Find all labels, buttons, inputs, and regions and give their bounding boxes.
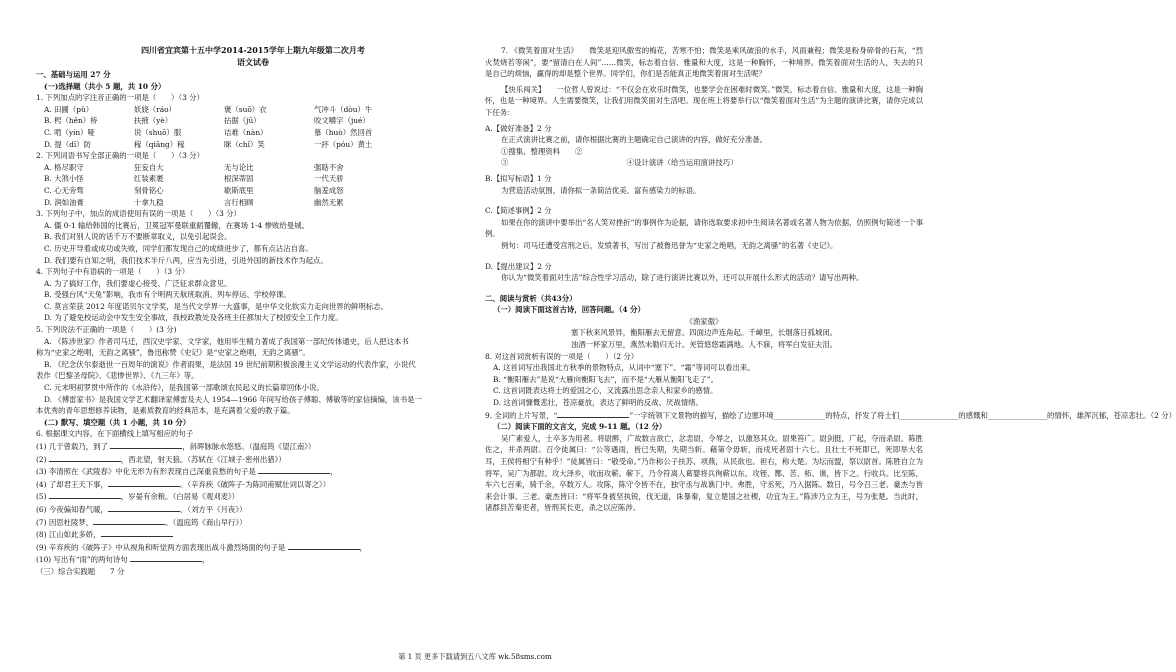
option-line: B. 受强台风“天兔”影响，我市有个明两天航班取消、列车停运、学校停课。 (44, 290, 291, 300)
option-item: 妖娆（ráo） (134, 104, 176, 114)
option-row (36, 185, 470, 197)
answer-blank[interactable] (288, 541, 360, 550)
blank-prefix: (9) 辛弃疾的《破阵子》中从视角和听觉两方面表现出战斗激烈场面的句子是 (36, 542, 288, 552)
blank-suffix: 。（温庭筠《商山早行》） (165, 517, 247, 527)
option-item: 红装素裹 (134, 174, 164, 184)
option-item: 十拿九稳 (134, 197, 164, 207)
task-line: ①搜集、整理资料 ② (501, 146, 583, 156)
option-row (36, 104, 470, 116)
text-line: 称为“史家之绝唱，无韵之离骚”，鲁迅称赞《史记》是“史家之绝唱，无韵之离骚”。 (36, 348, 310, 358)
option-line: B. 《纪念伏尔泰逝世一百周年的演说》作者雨果，是法国 19 世纪前期积极浪漫主义文学运动的代表作家，小说代 (44, 359, 416, 369)
task-line: 在正式演讲比赛之前，请你根据比赛的主题确定自己演讲的内容，做好充分准备。 (501, 135, 768, 145)
answer-blank[interactable] (93, 516, 165, 525)
page-subtitle: 语文试卷 (237, 57, 269, 67)
option-item: A. 田圃（pǔ） (44, 104, 94, 114)
task-line: 为营造活动氛围，请你拟一条简洁优美、富有感染力的标语。 (501, 185, 701, 195)
subsection-heading: （二）阅读下面的文言文，完成 9-11 题。（12 分） (493, 422, 667, 432)
option-item: A. 格尽职守 (44, 162, 84, 172)
text-line: C.【简述事例】2 分 (485, 206, 552, 216)
answer-blank[interactable] (101, 528, 173, 537)
spacer (485, 284, 923, 293)
option-line: D. 这首词慷慨悲壮，苍凉豪放，表达了鲜明的反战、厌战情绪。 (493, 398, 703, 408)
option-line: A. 为了搞好工作，我们要虚心接受、广泛征求群众意见。 (44, 278, 232, 288)
option-line: D. 为了避免校运动会中发生安全事故，我校政教处及各班主任都加大了校园安全工作力度。 (44, 313, 343, 323)
blank-prefix: (1) 几于曾载乃，到了 (36, 442, 111, 451)
task-line: ③ ④设计演讲（给当运用演讲技巧） (501, 158, 738, 168)
page-footer: 第 1 页 更多下载请到五八文库 wk.58sms.com (398, 652, 552, 661)
blank-prefix: (5) (36, 492, 49, 502)
option-line: C. 历史开导着或成功或失败，同学们都发现自己的成绩进步了，都有点沾沾自喜。 (44, 243, 313, 253)
text-line: 2. 下列词语书写全部正确的一项是（ ）（3 分） (36, 151, 204, 161)
text-line: 5. 下列说法不正确的一项是（ ）(3 分) (36, 325, 177, 335)
fill-blank-line (36, 453, 470, 466)
blank-suffix: ，斜晖脉脉水悠悠。（温庭筠《望江南》） (182, 442, 316, 451)
option-row (36, 139, 470, 151)
text-line: 6. 根据课文内容，在下面横线上填写相应的句子 (36, 429, 194, 439)
paragraph: 吴广素爱人，士卒多为用者。将尉醉，广故数言欲亡，忿恚尉，令辱之，以激怒其众。尉果笞广。尉剑挺，广起，夺而杀尉。陈胜佐之，并杀两尉。召令徒属曰：“公等遇雨，皆已失期，失期当斩。藉第令毋斩，而戍死者固十六七。且壮士不死即已，死即举大名耳，王侯将相宁有种乎！”徒属皆曰：“敬受命。”乃诈称公子扶苏、项燕，从民欲也。袒右，称大楚。为坛而盟，祭以尉首。陈胜自立为将军，吴广为都尉。攻大泽乡，收而攻蕲。蕲下，乃令符离人葛婴将兵徇蕲以东。攻铚、酂、苦、柘、谯，皆下之。行收兵。比至陈，车六七百乘，骑千余，卒数万人。攻陈，陈守令皆不在，独守丞与战谯门中。弗胜，守丞死，乃入据陈。数日，号令召三老、豪杰与皆来会计事。三老、豪杰皆曰：“将军身被坚执锐，伐无道，诛暴秦，复立楚国之社稷，功宜为王。”陈涉乃立为王，号为张楚。当此时，诸郡县苦秦吏者，皆刑其长吏，杀之以应陈涉。 (485, 433, 923, 513)
option-item: 稼（qiāng）稼 (134, 139, 185, 149)
blank-suffix: ， (201, 555, 210, 565)
option-item: 说（shuō）服 (134, 127, 182, 137)
paragraph: 你认为“微笑着面对生活”综合性学习活动，除了进行演讲比赛以外，还可以开展什么形式的活动？请写出两种。 (501, 273, 864, 283)
blank-prefix: (10) 写出有“雨”的两句诗句 (36, 555, 130, 565)
text-line: （三）综合实践题 7 分 (36, 566, 125, 576)
paragraph: 【快乐闯关】 一位哲人曾说过：“不仅会在欢乐时微笑，也要学会在困难时微笑。”微笑，标志着自信、雅量和大度，这是一种胸怀，也是一种境界。人生需要微笑，让我们用微笑面对生活吧。现在班上将要举行以“微笑着面对生活”为主题的演讲比赛，请你完成以下任务： (485, 84, 923, 117)
option-line: C. 这首词既表达将士的爱国之心，又流露出思念亲人和家乡的感情。 (493, 386, 718, 396)
fill-blank-line (36, 490, 470, 503)
blank-suffix: ， (330, 467, 338, 477)
right-column (485, 45, 1176, 514)
option-item: 刻骨铭心 (134, 185, 164, 195)
spacer (485, 252, 923, 261)
option-item: 无与论比 (224, 162, 254, 172)
blank-suffix: ，岁晏有余粮。（白居易《观刈麦》） (120, 492, 240, 502)
option-item: D. 润如油膏 (44, 197, 84, 207)
option-item: 强聒不舍 (314, 162, 344, 172)
answer-blank[interactable] (108, 503, 180, 512)
option-line: D. 《傅雷家书》是我国文学艺术翻译家傅雷及夫人 1954—1966 年间写给孩子傅聪、傅敏等的家信摘编，该书是一 (44, 394, 422, 404)
text-line: B.【拟写标语】1 分 (485, 173, 552, 183)
blank-prefix: (4) 了却君王天下事， (36, 479, 108, 489)
page-title: 四川省宜宾第十五中学2014-2015学年上期九年级第二次月考 (141, 45, 365, 55)
fill-blank-line (36, 465, 470, 478)
text-line: 1. 下列加点的字注音正确的一项是（ ）（3 分） (36, 93, 204, 103)
option-item: 狂妄自大 (134, 162, 164, 172)
option-item: 幽然无累 (314, 197, 344, 207)
poem-line: 浊酒一杯家万里，燕然未勒归无计。羌管悠悠霜满地。人不寐，将军白发征夫泪。 (570, 340, 838, 350)
option-item: 一代天骄 (314, 174, 344, 184)
section-heading: 二、阅读与赏析（共43分） (485, 293, 577, 303)
answer-blank[interactable] (557, 409, 629, 418)
option-item: 诘难（nàn） (224, 127, 268, 137)
option-line: D. 我们要有自知之明，我们技术半斤八两，应当先引进，引进外国的新技术作为起点。 (44, 255, 328, 265)
option-item: 慕（huò）然回首 (314, 127, 373, 137)
option-item: 脑羞成怒 (314, 185, 344, 195)
blank-suffix: ，西北望，射天狼。（苏轼在《江城子·密州出猎》） (120, 454, 286, 464)
option-item: B. 枵（hěn）桥 (44, 116, 98, 126)
option-item: 根深蒂固 (224, 174, 254, 184)
paragraph: 如果在你的演讲中要举出“名人笑对挫折”的事例作为论据，请你选取要求初中生阅读名著或名著人物为依据，仿照例句简述一个事例。 (485, 217, 923, 239)
blank-prefix: (3) 李清照在《武陵春》中化无形为有形表现自己深重哀愁的句子是 (36, 467, 259, 477)
option-item: 眯（chǐ）笑 (224, 139, 265, 149)
option-item: 言行相顾 (224, 197, 254, 207)
option-item: 拈据（jū） (224, 116, 261, 126)
left-column (36, 44, 470, 578)
option-line: B. 我们对别人说的话千万不要断章取义，以免引起误会。 (44, 232, 232, 242)
answer-blank[interactable] (108, 478, 180, 487)
option-item: C. 啃（yín）哑 (44, 127, 95, 137)
option-row (36, 127, 470, 139)
option-row (36, 162, 470, 174)
blank-prefix: 9. 全词的上片写景，“ (485, 410, 558, 420)
blank-prefix: (2) (36, 454, 49, 464)
answer-blank[interactable] (258, 465, 330, 474)
blank-suffix: 。（刘方平《月夜》） (179, 504, 247, 514)
option-row (36, 115, 470, 127)
fill-blank-line (36, 503, 470, 516)
fill-blank-line (36, 516, 470, 529)
option-item: D. 提（dī）防 (44, 139, 92, 149)
text-line: 本优秀的青年思想修养读物，是素质教育的经典范本，是充满着父爱的教子篇。 (36, 406, 295, 416)
section-heading: 一、基础与运用 27 分 (36, 70, 111, 79)
text-line: D.【提出建议】2 分 (485, 261, 552, 271)
blank-suffix: 。（辛弃疾《破阵子·为陈同甫赋壮词以寄之》） (179, 479, 331, 489)
task-line: 例句：司马迁遭受宫刑之后，发愤著书，写出了被鲁迅誉为“史家之绝唱，无韵之离骚”的名著《史记》。 (501, 240, 838, 250)
option-item: 歇斯底里 (224, 185, 254, 195)
subsection-heading: (二) 默写、填空题（共 1 小题，共 10 分） (44, 417, 191, 427)
text-line: 4. 下列句子中有语病的一项是（ ）（3 分） (36, 267, 190, 277)
blank-suffix: ”一字统领下文景物的描写，描绘了边塞环境______________的特点，抒发了将士们________________的感慨和________________的情怀，雄浑沉郁，苍凉悲壮。（2 分） (629, 410, 1176, 420)
option-line: B. “衡阳雁去”是说“大雁向衡阳飞去”，而不是“大雁从衡阳飞走了”。 (493, 374, 718, 384)
fill-blank-line (36, 553, 470, 566)
paragraph: 7. 《微笑着面对生活》 微笑是迎风傲雪的梅花，苦寒不怕；微笑是乘风破浪的水手，风雨兼程；微笑是粉身碎骨的石灰，“烈火焚烧若等闲”，要“留清白在人间”……微笑，标志着自信、雅量和大度，这是一种胸怀，一种境界。微笑着面对生活的人，失去的只是自己的烦恼，赢得的却是整个世界。同学们，你们是否能真正地微笑着面对生活呢？ (485, 46, 923, 79)
option-line: C. 元末明初罗贯中所作的《水浒传》，是我国第一部歌颂农民起义的长篇章回体小说。 (44, 383, 324, 393)
poem-title: 《渔家傲》 (685, 316, 723, 326)
fill-blank-line (36, 528, 470, 541)
text-line: 3. 下列句子中，加点的成语使用有误的一项是（ ）（3 分） (36, 209, 241, 219)
subsection-heading: (一)选择题（共小 5 题，共 10 分） (44, 81, 166, 91)
option-item: C. 心无旁骛 (44, 185, 84, 195)
text-line: 表作《巴黎圣母院》、《悲惨世界》、《九三年》等。 (36, 371, 199, 381)
answer-blank[interactable] (110, 440, 182, 449)
option-row (36, 173, 470, 185)
answer-blank[interactable] (49, 490, 121, 499)
option-line: A. 僵 0-1 输给韩国的比赛后，卫冕冠军曼联重蹈覆辙，在赛场 1-4 惨败给曼城。 (44, 220, 309, 230)
option-item: 扶掖（yè） (134, 116, 173, 126)
option-item: 气冲斗（dòu）牛 (314, 104, 373, 114)
blank-suffix: ， (359, 542, 368, 552)
subsection-heading: （一）阅读下面这首古诗，回答问题。（4 分） (493, 305, 645, 315)
option-item: 咬文嚼字（jué） (314, 116, 370, 126)
answer-blank[interactable] (130, 553, 202, 562)
option-item: 一抔（póu）黄土 (314, 139, 373, 149)
text-line: A.【做好准备】2 分 (485, 123, 552, 133)
spacer (485, 196, 923, 205)
option-item: B. 大煞小怪 (44, 174, 84, 184)
answer-blank[interactable] (49, 453, 121, 462)
blank-prefix: (8) 江山如此多娇， (36, 530, 101, 540)
poem-line: 塞下秋来风景异，衡阳雁去无留意。四面边声连角起。千嶂里，长烟落日孤城闭。 (570, 328, 838, 338)
option-line: C. 莫言荣获 2012 年度诺贝尔文学奖，是当代文学界一大盛事，是中华文化软实力走向世界的鲜明标志。 (44, 301, 389, 311)
text-line: 8. 对这首词赏析有误的一项是（ ）（2 分） (485, 351, 639, 361)
blank-prefix: (7) 因思杜陵梦， (36, 517, 94, 527)
option-line: A. 这首词写出我国北方秋季的景物特点，从词中“塞下”、“霜”等词可以看出来。 (493, 363, 755, 373)
blank-prefix: (6) 今夜偏知春气暖， (36, 504, 108, 514)
option-item: 褒（suō）衣 (224, 104, 267, 114)
fill-blank-line (36, 541, 470, 554)
fill-blank-line (36, 440, 470, 453)
option-line: A. 《陈涉世家》作者司马迁，西汉史学家、文学家，他用毕生精力著成了我国第一部纪传体通史，后人把这本书 (44, 336, 409, 346)
option-row (36, 197, 470, 209)
fill-blank-line (485, 409, 1176, 422)
fill-blank-line (36, 478, 470, 491)
